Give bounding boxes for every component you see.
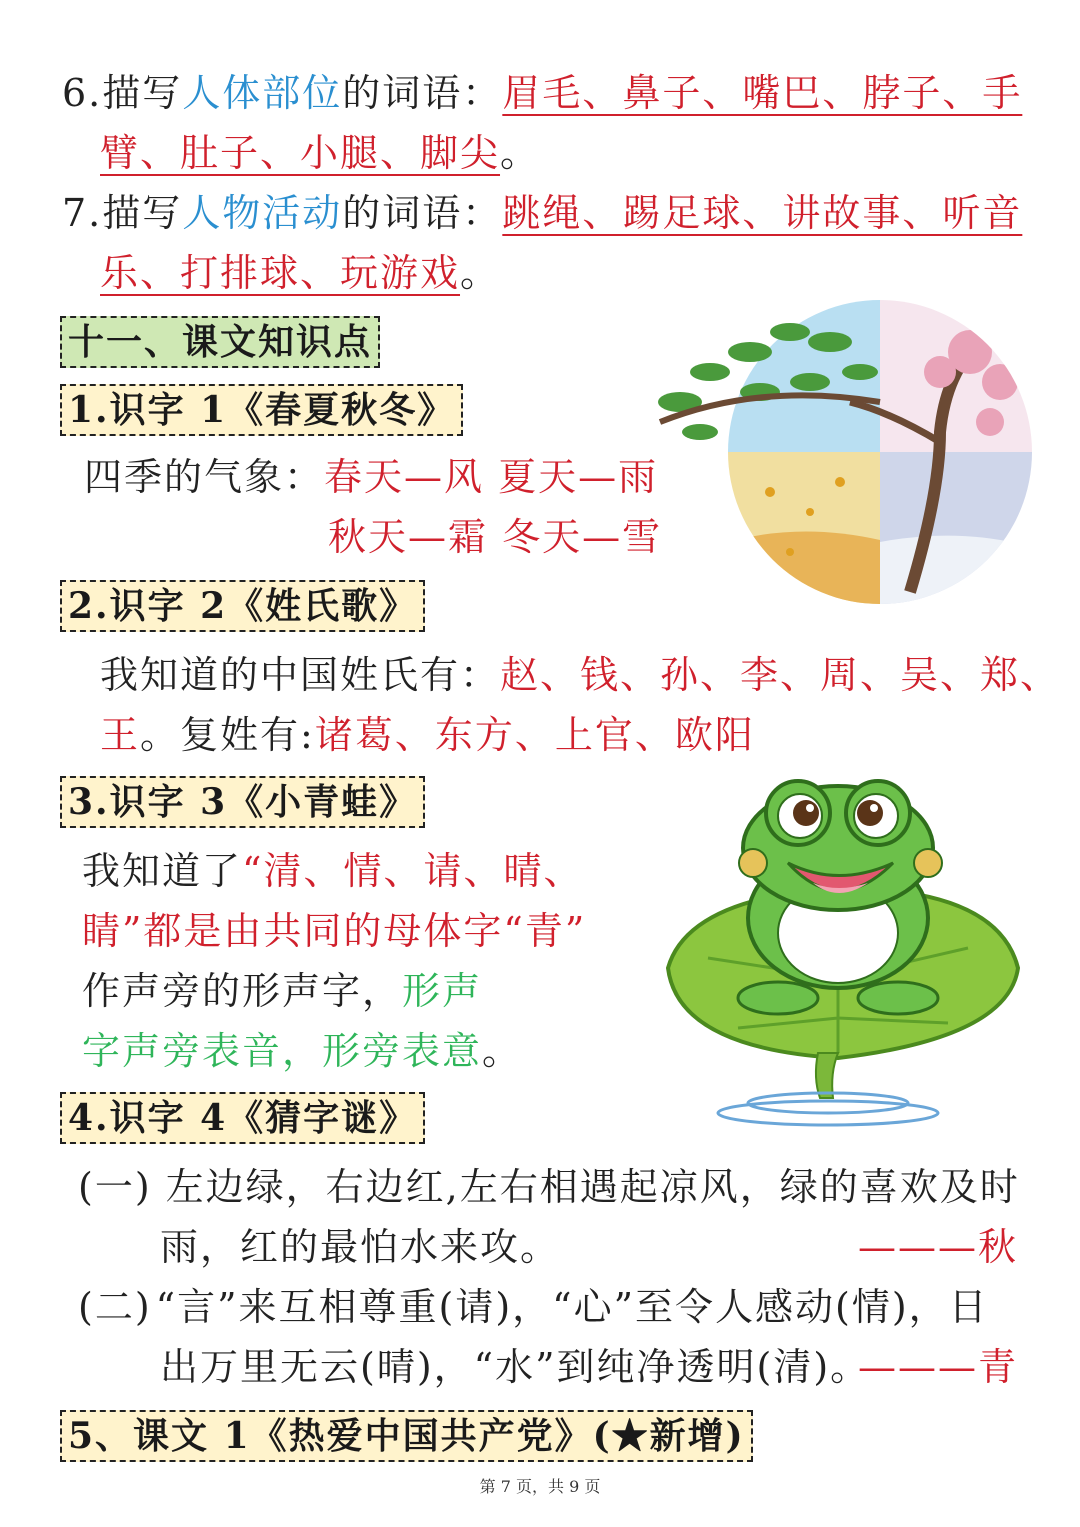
riddle2-answer: ———青: [858, 1345, 1019, 1389]
item7-end: 。: [460, 251, 501, 295]
lesson1-seasons-1: 春天—风 夏天—雨: [324, 455, 659, 499]
item7-topic: 人物活动: [182, 191, 343, 235]
riddle2-text1: “言”来互相尊重(请)，“心”至令人感动(情)，日: [155, 1285, 989, 1329]
lesson3-l1-text: 我知道了: [82, 849, 243, 893]
lesson3-line2: 睛”都是由共同的母体字“青”: [82, 909, 587, 953]
lesson3-line3: [82, 966, 482, 1016]
lesson3-l4-green: 字声旁表音，形旁表意: [82, 1029, 483, 1073]
lesson3-l1-chars: “清、情、请、晴、: [242, 849, 584, 893]
lesson3-l4-end: 。: [482, 1029, 523, 1073]
lesson3-line1: [82, 846, 583, 896]
section-heading: 十一、课文知识点: [60, 316, 380, 368]
lesson2-line2: [100, 710, 755, 760]
lesson3-line4: [82, 1026, 522, 1076]
item6-answer-line2: 臂、肚子、小腿、脚尖: [100, 131, 501, 175]
item6-prefix: 描写: [102, 71, 183, 115]
lesson2-surnames: 赵、钱、孙、李、周、吴、郑、: [500, 653, 1061, 697]
lesson3-l3-green: 形声: [402, 969, 483, 1013]
frog-illustration: [648, 768, 1028, 1128]
item6-end: 。: [500, 131, 541, 175]
lesson1-heading: 1.识字 1《春夏秋冬》: [60, 384, 463, 436]
lesson2-heading: 2.识字 2《姓氏歌》: [60, 580, 425, 632]
item7-mid: 的词语：: [342, 191, 503, 235]
item7-number: 7.: [62, 191, 103, 235]
item6-number: 6.: [62, 71, 103, 115]
riddle2-text2: 出万里无云(晴)，“水”到纯净透明(清)。: [160, 1345, 871, 1389]
lesson1-seasons-2: 秋天—霜 冬天—雪: [328, 515, 663, 559]
riddle1-answer: ———秋: [858, 1225, 1019, 1269]
page-footer: 第 7 页，共 9 页: [479, 1477, 601, 1496]
lesson2-compound-label: 。复姓有:: [140, 713, 315, 757]
item7-line1: [62, 188, 1022, 238]
item6-answer-line1: 眉毛、鼻子、嘴巴、脖子、手: [502, 71, 1023, 115]
riddle1-text2: 雨，红的最怕水来攻。: [160, 1225, 561, 1269]
riddle2-label: (二): [78, 1285, 152, 1329]
lesson3-l3-text: 作声旁的形声字，: [82, 969, 403, 1013]
lesson3-heading: 3.识字 3《小青蛙》: [60, 776, 425, 828]
lesson4-heading: 4.识字 4《猜字谜》: [60, 1092, 425, 1144]
lesson1-line1: [84, 452, 658, 502]
riddle1-text1: 左边绿，右边红,左右相遇起凉风，绿的喜欢及时: [165, 1165, 1020, 1209]
item6-mid: 的词语：: [342, 71, 503, 115]
riddle2-line1: [78, 1282, 989, 1332]
item7-answer-line1: 跳绳、踢足球、讲故事、听音: [502, 191, 1023, 235]
lesson2-label: 我知道的中国姓氏有：: [100, 653, 501, 697]
item6-line2: [100, 128, 540, 178]
item7-line2: [100, 248, 500, 298]
item6-line1: [62, 68, 1022, 118]
item6-topic: 人体部位: [182, 71, 343, 115]
four-seasons-illustration: [640, 292, 1040, 612]
lesson2-line1: [100, 650, 1060, 700]
lesson5-heading: 5、课文 1《热爱中国共产党》(★新增): [60, 1410, 753, 1462]
riddle1-line1: [78, 1162, 1020, 1212]
item7-prefix: 描写: [102, 191, 183, 235]
lesson1-label: 四季的气象：: [84, 455, 325, 499]
lesson2-compound-surnames: 诸葛、东方、上官、欧阳: [314, 713, 755, 757]
lesson2-surname-wang: 王: [100, 713, 141, 757]
item7-answer-line2: 乐、打排球、玩游戏: [100, 251, 461, 295]
riddle1-label: (一): [78, 1165, 152, 1209]
